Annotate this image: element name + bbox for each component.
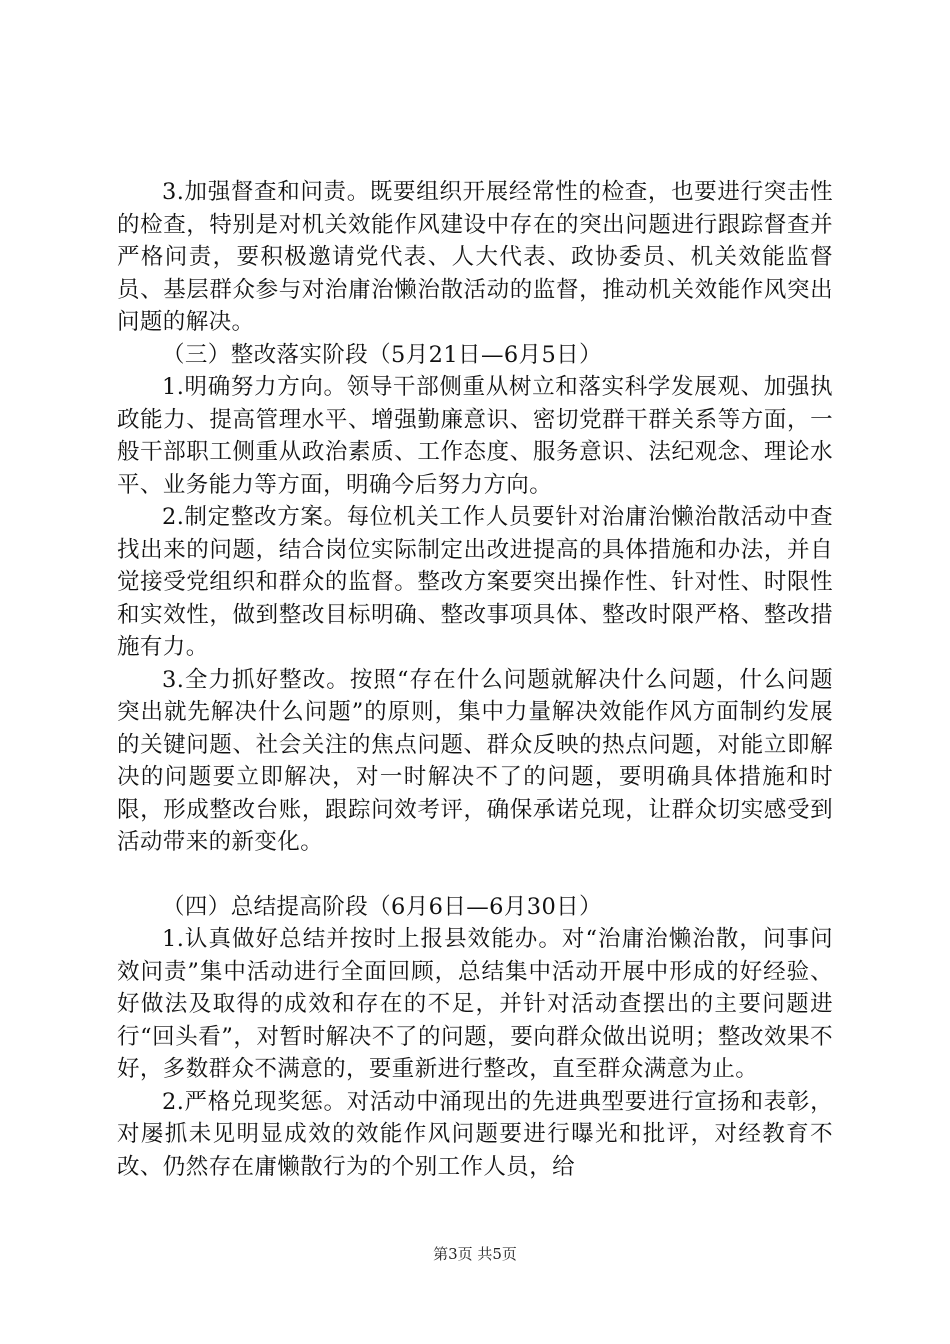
paragraph-clarify-direction: 1.明确努力方向。领导干部侧重从树立和落实科学发展观、加强执政能力、提高管理水平、增强勤廉意识、密切党群干群关系等方面，一般干部职工侧重从政治素质、工作态度、服务意识、法纪观念、理论水平、业务能力等方面，明确今后努力方向。 xyxy=(117,374,833,498)
paragraph-rectification-plan: 2.制定整改方案。每位机关工作人员要针对治庸治懒治散活动中查找出来的问题，结合岗位实际制定出改进提高的具体措施和办法，并自觉接受党组织和群众的监督。整改方案要突出操作性、针对性、时限性和实效性，做到整改目标明确、整改事项具体、整改时限严格、整改措施有力。 xyxy=(117,504,833,660)
paragraph-spacer xyxy=(117,859,833,891)
paragraph-supervision-accountability: 3.加强督查和问责。既要组织开展经常性的检查，也要进行突击性的检查，特别是对机关效能作风建设中存在的突出问题进行跟踪督查并严格问责，要积极邀请党代表、人大代表、政协委员、机关效能监督员、基层群众参与对治庸治懒治散活动的监督，推动机关效能作风突出问题的解决。 xyxy=(117,179,833,335)
paragraph-rewards-penalties: 2.严格兑现奖惩。对活动中涌现出的先进典型要进行宣扬和表彰，对屡抓未见明显成效的效能作风问题要进行曝光和批评，对经教育不改、仍然存在庸懒散行为的个别工作人员，给 xyxy=(117,1088,833,1180)
document-body xyxy=(117,176,833,1183)
section-heading-rectification: （三）整改落实阶段（5月21日—6月5日） xyxy=(162,341,602,368)
section-heading-summary: （四）总结提高阶段（6月6日—6月30日） xyxy=(162,893,602,920)
paragraph-full-rectification: 3.全力抓好整改。按照“存在什么问题就解决什么问题，什么问题突出就先解决什么问题”的原则，集中力量解决效能作风方面制约发展的关键问题、社会关注的焦点问题、群众反映的热点问题，对能立即解决的问题要立即解决，对一时解决不了的问题，要明确具体措施和时限，形成整改台账，跟踪问效考评，确保承诺兑现，让群众切实感受到活动带来的新变化。 xyxy=(117,666,833,855)
paragraph-summary-report: 1.认真做好总结并按时上报县效能办。对“治庸治懒治散，问事问效问责”集中活动进行全面回顾，总结集中活动开展中形成的好经验、好做法及取得的成效和存在的不足，并针对活动查摆出的主要问题进行“回头看”，对暂时解决不了的问题，要向群众做出说明；整改效果不好，多数群众不满意的，要重新进行整改，直至群众满意为止。 xyxy=(117,926,833,1082)
page-number-footer: 第3页 共5页 xyxy=(433,1245,517,1263)
